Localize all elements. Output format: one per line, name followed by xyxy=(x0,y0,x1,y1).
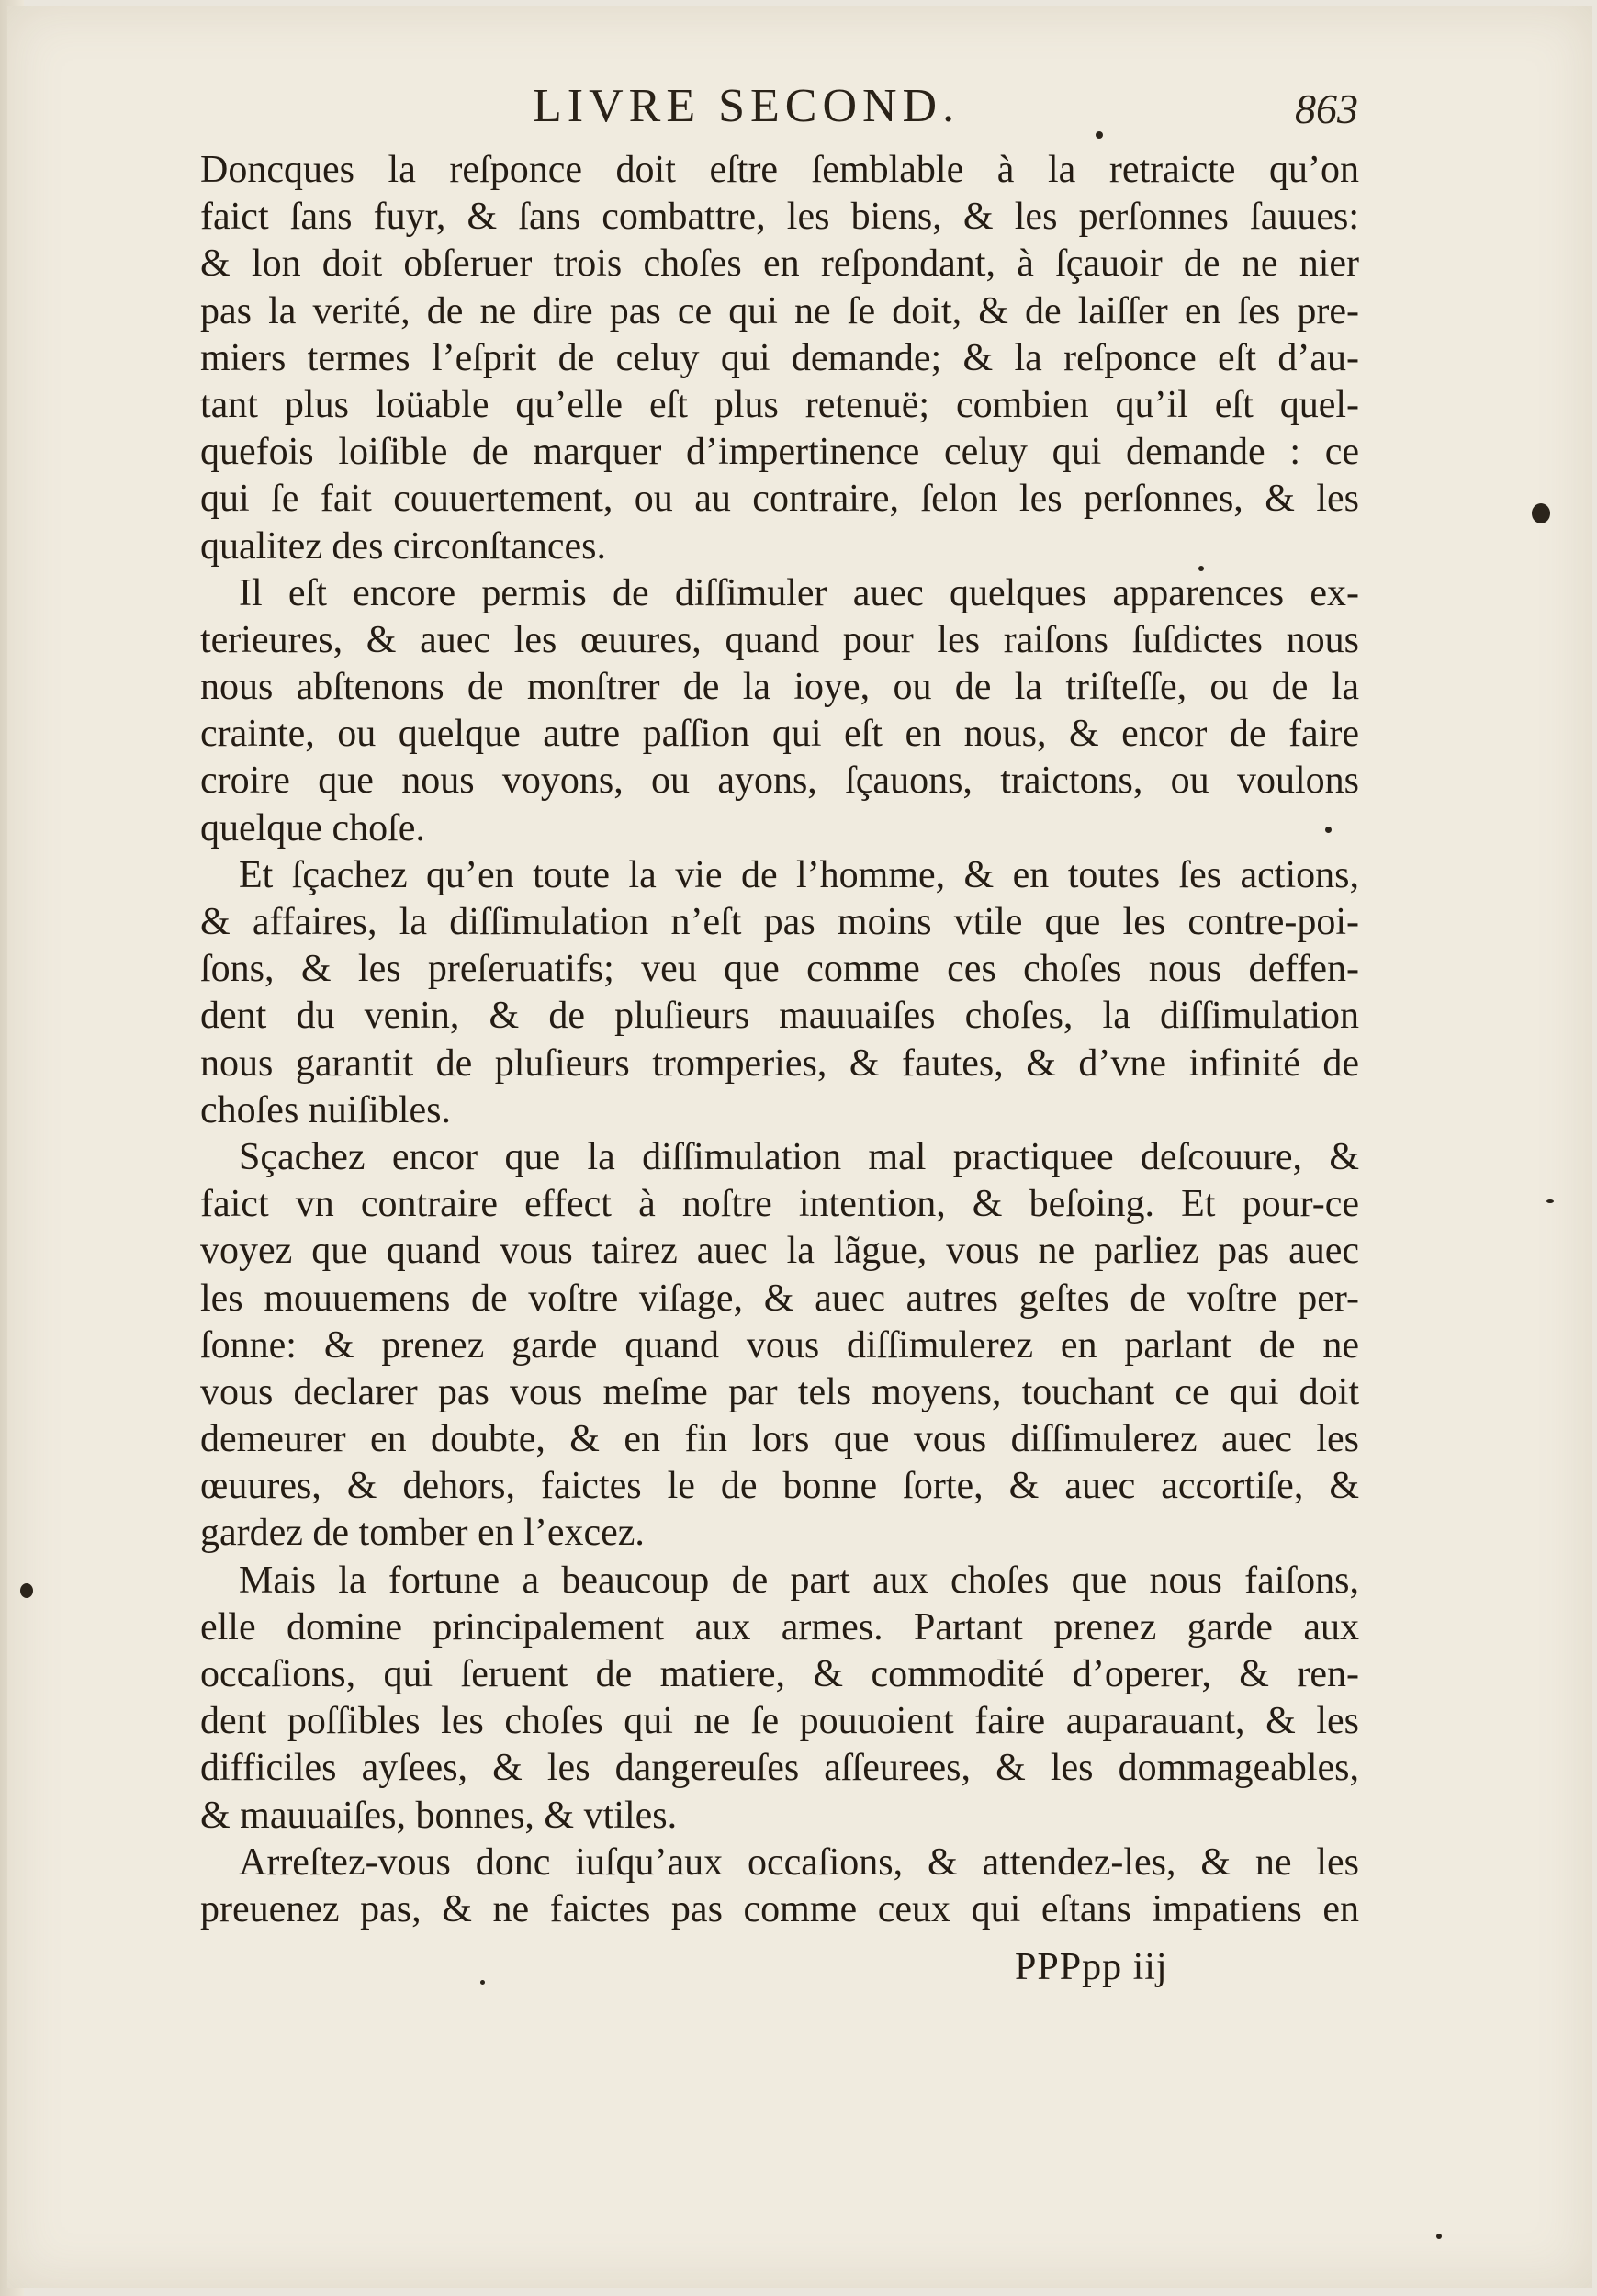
text-line: pas la verité, de ne dire pas ce qui ne ſe doit, & de laiſſer en ſes pre- xyxy=(200,289,1359,332)
text-line: & mauuaiſes, bonnes, & vtiles. xyxy=(200,1794,678,1837)
text-line: dent poſſibles les choſes qui ne ſe pouuoient faire auparauant, & les xyxy=(200,1700,1359,1743)
ink-speck xyxy=(20,1583,33,1598)
text-line: difficiles ayſees, & les dangereuſes aſſeurees, & les dommageables, xyxy=(200,1747,1359,1790)
paragraph xyxy=(200,852,1359,1134)
text-line: Sçachez encor que la diſſimulation mal practiquee deſcouure, & xyxy=(239,1135,1359,1178)
page-header xyxy=(0,79,1597,134)
text-line: œuures, & dehors, faictes le de bonne ſorte, & auec accortiſe, & xyxy=(200,1465,1359,1508)
text-line: ſons, & les preſeruatifs; veu que comme ces choſes nous deffen- xyxy=(200,948,1359,991)
ink-speck xyxy=(1532,503,1550,523)
body-text xyxy=(200,147,1359,1933)
text-line: demeurer en doubte, & en fin lors que vous diſſimulerez auec les xyxy=(200,1418,1359,1461)
text-line: Doncques la reſponce doit eſtre ſemblable à la retraicte qu’on xyxy=(200,149,1359,191)
text-line: qui ſe fait couuertement, ou au contraire, ſelon les perſonnes, & les xyxy=(200,478,1359,521)
text-line: voyez que quand vous tairez auec la lãgue, vous ne parliez pas auec xyxy=(200,1230,1359,1273)
text-line: miers termes l’eſprit de celuy qui demande; & la reſponce eſt d’au- xyxy=(200,336,1359,379)
text-line: terieures, & auec les œuures, quand pour les raiſons ſuſdictes nous xyxy=(200,618,1359,661)
text-line: quefois loiſible de marquer d’impertinence celuy qui demande : ce xyxy=(200,431,1359,474)
page-number: 863 xyxy=(1295,85,1358,132)
text-line: Et ſçachez qu’en toute la vie de l’homme, & en toutes ſes actions, xyxy=(239,853,1359,896)
paragraph xyxy=(200,147,1359,570)
ink-speck xyxy=(1198,566,1204,571)
paragraph xyxy=(200,570,1359,852)
paragraph xyxy=(200,1134,1359,1558)
text-line: vous declarer pas vous meſme par tels moyens, touchant ce qui doit xyxy=(200,1370,1359,1413)
text-line: les mouuemens de voſtre viſage, & auec autres geſtes de voſtre per- xyxy=(200,1277,1359,1320)
text-line: nous garantit de pluſieurs tromperies, & fautes, & d’vne infinité de xyxy=(200,1041,1359,1085)
text-line: & affaires, la diſſimulation n’eſt pas moins vtile que les contre-poi- xyxy=(200,901,1359,943)
text-line: crainte, ou quelque autre paſſion qui eſt en nous, & encor de faire xyxy=(200,713,1359,756)
text-line: & lon doit obſeruer trois choſes en reſpondant, à ſçauoir de ne nier xyxy=(200,242,1359,286)
text-line: faict vn contraire effect à noſtre intention, & beſoing. Et pour-ce xyxy=(200,1183,1359,1226)
text-line: nous abſtenons de monſtrer de la ioye, ou de la triſteſſe, ou de la xyxy=(200,666,1359,709)
ink-speck xyxy=(1546,1199,1554,1203)
ink-speck xyxy=(1096,131,1103,139)
text-line: croire que nous voyons, ou ayons, ſçauons, traictons, ou voulons xyxy=(200,760,1359,803)
text-line: occaſions, qui ſeruent de matiere, & commodité d’operer, & ren- xyxy=(200,1653,1359,1695)
text-line: ſonne: & prenez garde quand vous diſſimulerez en parlant de ne xyxy=(200,1323,1359,1367)
text-line: Mais la fortune a beaucoup de part aux choſes que nous faiſons, xyxy=(239,1559,1359,1602)
text-line: dent du venin, & de pluſieurs mauuaiſes choſes, la diſſimulation xyxy=(200,995,1359,1038)
ink-speck xyxy=(1436,2234,1442,2239)
text-line: gardez de tomber en l’excez. xyxy=(200,1512,645,1555)
text-line: quelque choſe. xyxy=(200,806,425,850)
text-line: preuenez pas, & ne faictes pas comme ceux qui eſtans impatiens en xyxy=(200,1887,1359,1930)
running-head: LIVRE SECOND. xyxy=(533,80,961,132)
ink-speck xyxy=(1325,827,1332,833)
text-line: tant plus loüable qu’elle eſt plus retenuë; combien qu’il eſt quel- xyxy=(200,383,1359,426)
ink-speck xyxy=(480,1980,485,1985)
signature-mark: PPPpp iij xyxy=(1015,1946,1168,1988)
text-line: faict ſans fuyr, & ſans combattre, les biens, & les perſonnes ſauues: xyxy=(200,196,1359,239)
text-line: Arreſtez-vous donc iuſqu’aux occaſions, & attendez-les, & ne les xyxy=(239,1840,1359,1884)
text-line: Il eſt encore permis de diſſimuler auec quelques apparences ex- xyxy=(239,571,1359,614)
paragraph xyxy=(200,1558,1359,1840)
text-line: elle domine principalement aux armes. Partant prenez garde aux xyxy=(200,1605,1359,1649)
text-line: choſes nuiſibles. xyxy=(200,1088,451,1131)
text-line: qualitez des circonſtances. xyxy=(200,524,606,568)
paragraph xyxy=(200,1840,1359,1933)
